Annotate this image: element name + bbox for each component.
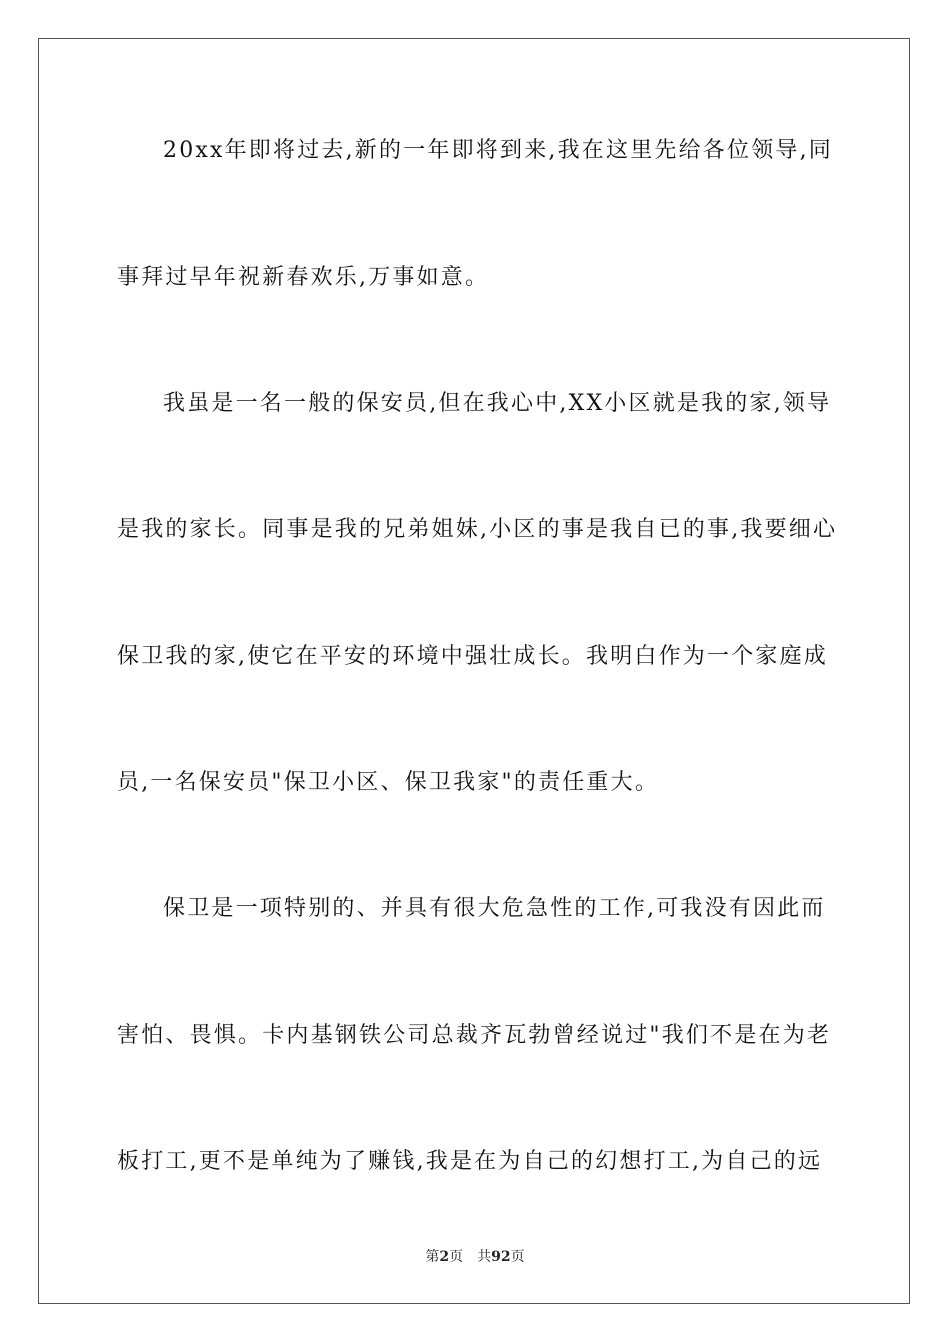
page-number: 2 — [439, 1249, 450, 1265]
paragraph-2-line-2: 是我的家长。同事是我的兄弟姐妹,小区的事是我自已的事,我要细心 — [117, 517, 838, 542]
paragraph-2-line-3: 保卫我的家,使它在平安的环境中强壮成长。我明白作为一个家庭成 — [117, 644, 828, 669]
total-pages: 92 — [491, 1249, 511, 1265]
paragraph-2-line-1: 我虽是一名一般的保安员,但在我心中,XX小区就是我的家,领导 — [163, 391, 832, 416]
total-suffix: 页 — [510, 1249, 525, 1265]
paragraph-2-line-4: 员,一名保安员"保卫小区、保卫我家"的责任重大。 — [117, 770, 660, 795]
paragraph-3-line-1: 保卫是一项特别的、并具有很大危急性的工作,可我没有因此而 — [163, 896, 826, 921]
paragraph-3-line-2: 害怕、畏惧。卡内基钢铁公司总裁齐瓦勃曾经说过"我们不是在为老 — [117, 1023, 832, 1048]
paragraph-3-line-3: 板打工,更不是单纯为了赚钱,我是在为自己的幻想打工,为自己的远 — [117, 1149, 823, 1174]
page-footer — [0, 1248, 950, 1266]
page-suffix: 页 — [449, 1249, 464, 1265]
paragraph-1-line-1: 20xx年即将过去,新的一年即将到来,我在这里先给各位领导,同 — [163, 138, 833, 163]
total-prefix: 共 — [477, 1249, 492, 1265]
page-border — [38, 38, 910, 1304]
paragraph-1-line-2: 事拜过早年祝新春欢乐,万事如意。 — [117, 265, 490, 290]
page-prefix: 第 — [425, 1249, 440, 1265]
